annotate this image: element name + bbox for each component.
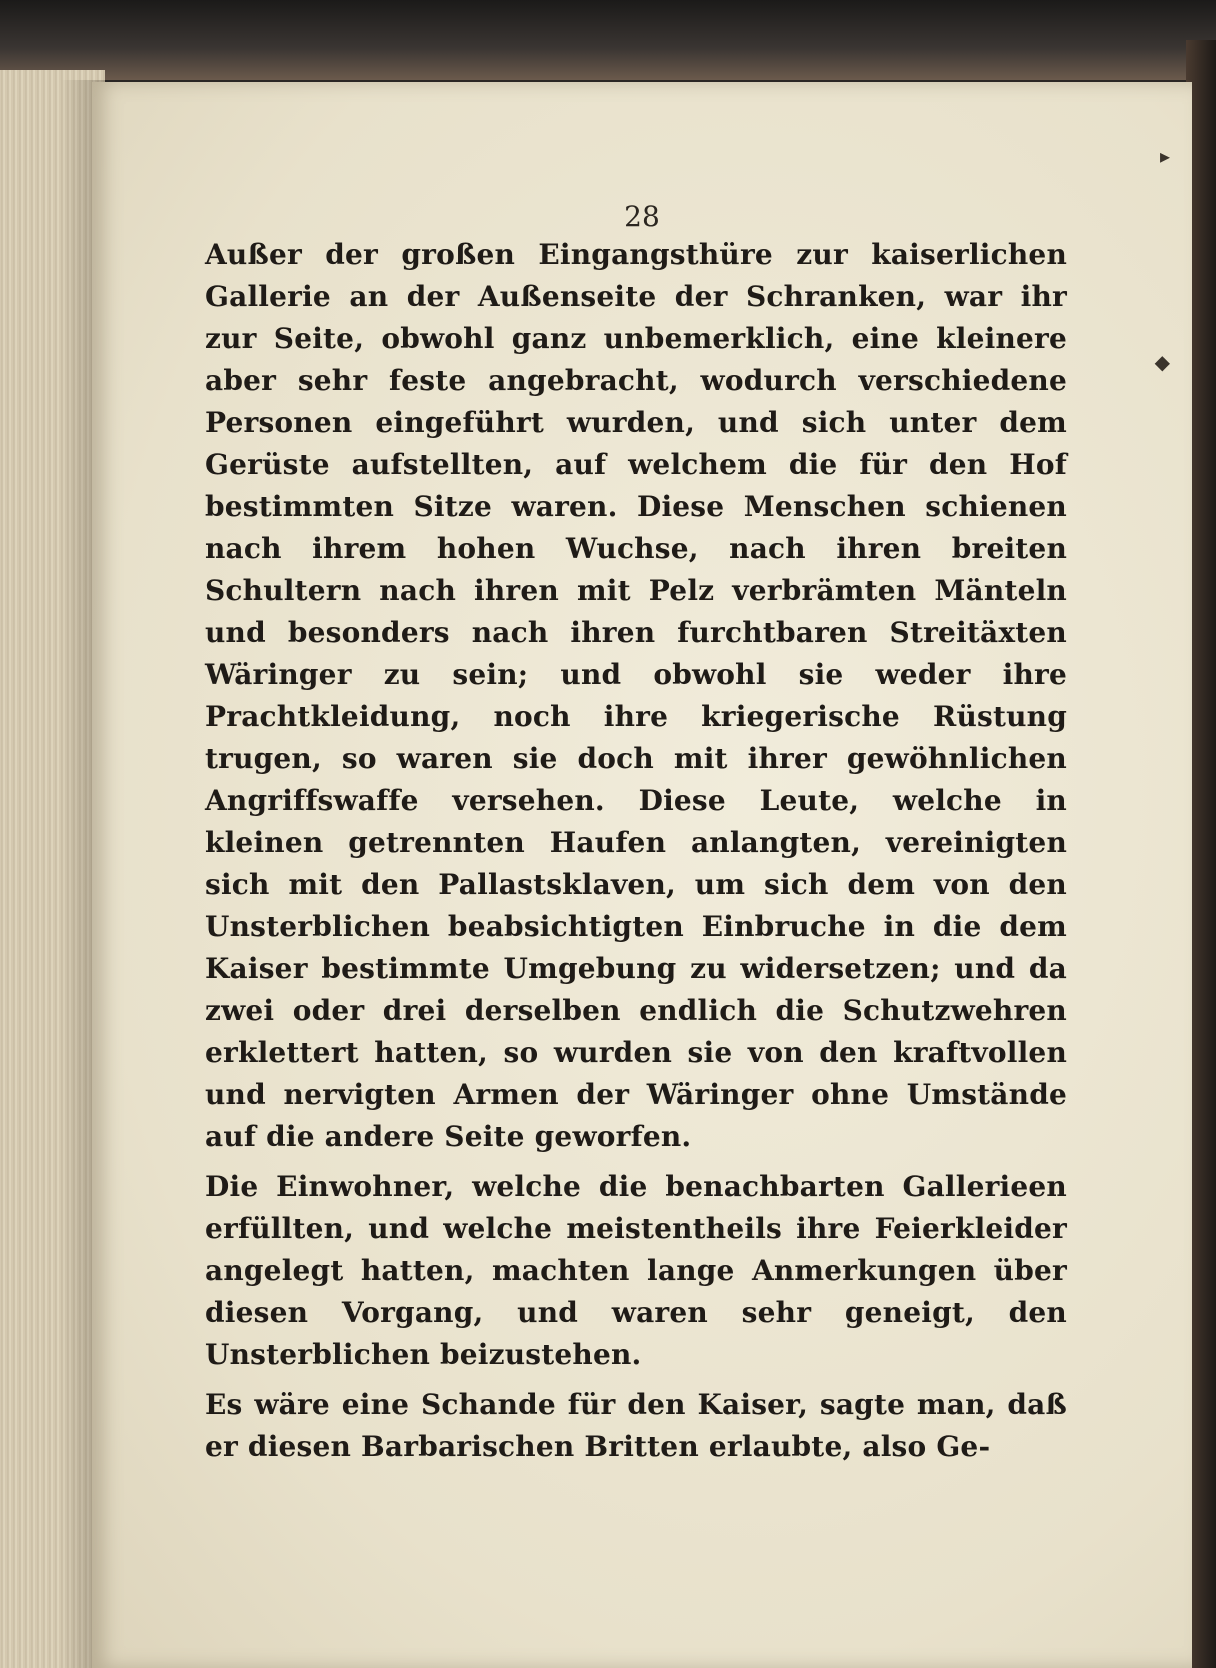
paragraph-3: Es wäre eine Schande für den Kaiser, sagte man, daß er diesen Barbarischen Britten erlaubte, also Ge- bbox=[205, 1388, 1067, 1463]
body-text bbox=[205, 234, 1067, 1468]
book-cover-top bbox=[0, 0, 1216, 80]
book-page bbox=[92, 82, 1192, 1668]
page-edge-mark-icon: ▸ bbox=[1159, 144, 1170, 168]
paragraph-1: Außer der großen Eingangsthüre zur kaiserlichen Gallerie an der Außenseite der Schranken, war ihr zur Seite, obwohl ganz unbemerklich, eine kleinere aber sehr feste angebracht, wodurch verschiedene Personen eingeführt wurden, und sich unter dem Gerüste aufstellten, auf welchem die für den Hof bestimmten Sitze waren. Diese Menschen schienen nach ihrem hohen Wuchse, nach ihren breiten Schultern nach ihren mit Pelz verbrämten Mänteln und besonders nach ihren furchtbaren Streitäxten Wäringer zu sein; und obwohl sie weder ihre Prachtkleidung, noch ihre kriegerische Rüstung trugen, so waren sie doch mit ihrer gewöhnlichen Angriffswaffe versehen. Diese Leute, welche in kleinen getrennten Haufen anlangten, vereinigten sich mit den Pallastsklaven, um sich dem von den Unsterblichen beabsichtigten Einbruche in die dem Kaiser bestimmte Umgebung zu widersetzen; und da zwei oder drei derselben endlich die Schutzwehren erklettert hatten, so wurden sie von den kraftvollen und nervigten Armen der Wäringer ohne Umstände auf die andere Seite geworfen. bbox=[205, 238, 1067, 1153]
page-edge-diamond-icon: ◆ bbox=[1154, 350, 1170, 374]
paragraph-2: Die Einwohner, welche die benachbarten Gallerieen erfüllten, und welche meistentheils ihre Feierkleider angelegt hatten, machten lange Anmerkungen über diesen Vorgang, und waren sehr geneigt, den Unsterblichen beizustehen. bbox=[205, 1170, 1067, 1371]
page-number: 28 bbox=[624, 200, 660, 233]
